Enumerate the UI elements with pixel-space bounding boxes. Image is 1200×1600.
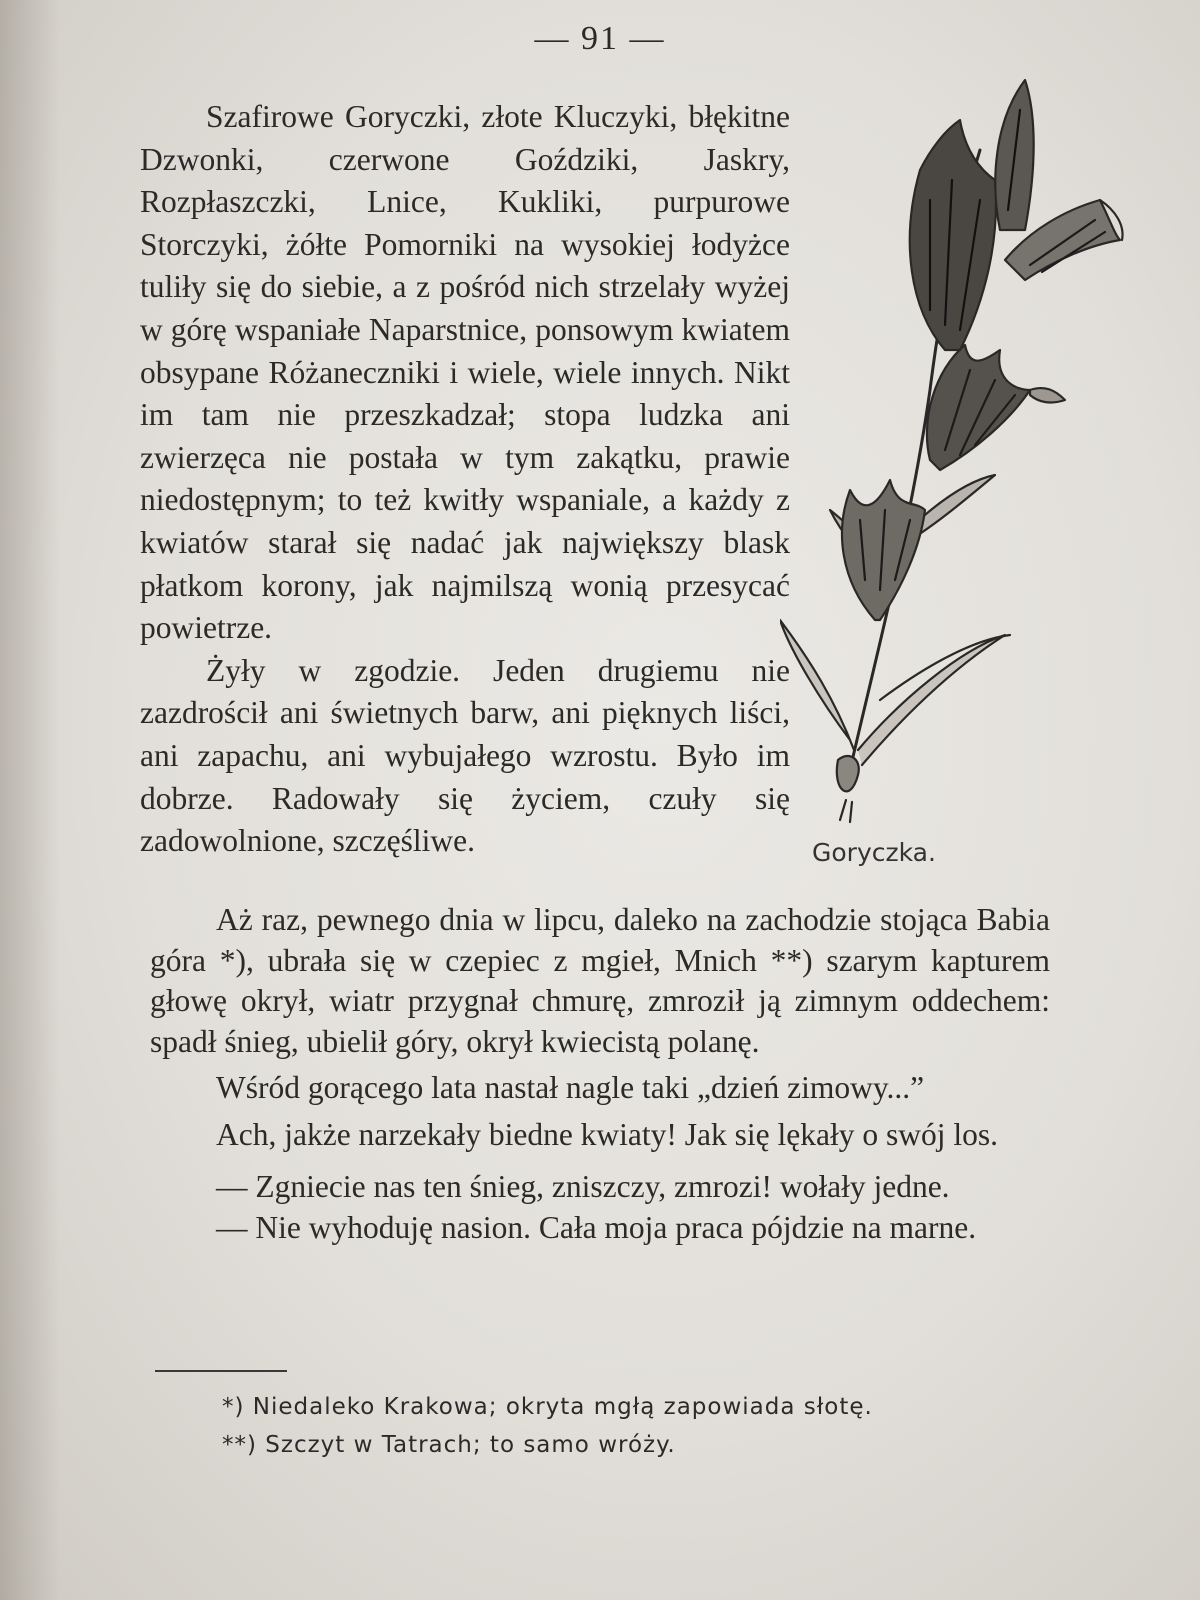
text-column bbox=[140, 96, 790, 863]
page-number: — 91 — bbox=[534, 20, 666, 57]
dialogue-line: — Nie wyhoduję nasion. Cała moja praca pójdzie na marne. bbox=[216, 1209, 977, 1245]
footnotes bbox=[222, 1388, 1022, 1464]
dialogue-line: — Zgniecie nas ten śnieg, zniszczy, zmrozi! wołały jedne. bbox=[216, 1169, 950, 1204]
page-gutter-shadow bbox=[0, 0, 60, 1600]
paragraph: Szafirowe Goryczki, złote Kluczyki, błękitne Dzwonki, czerwone Goździki, Jaskry, Rozpłaszczki, Lnice, Kukliki, purpurowe Storczyki, żółte Pomorniki na wysokiej łodyżce tuliły się do siebie, a z pośród nich strzelały wyżej w górę wspaniałe Naparstnice, ponsowym kwiatem obsypane Różaneczniki i wiele, wiele innych. Nikt im tam nie przeszkadzał; stopa ludzka ani zwierzęca nie postała w tym zakątku, prawie niedostępnym; to też kwitły wspaniale, a każdy z kwiatów starał się nadać jak największy blask płatkom korony, jak najmilszą wonią przesycać powietrze. bbox=[140, 99, 790, 646]
text-body bbox=[150, 900, 1050, 1248]
paragraph: Wśród gorącego lata nastał nagle taki „dzień zimowy...” bbox=[216, 1070, 925, 1105]
illustration-caption: Goryczka. bbox=[812, 838, 936, 867]
paragraph: Ach, jakże narzekały biedne kwiaty! Jak się lękały o swój los. bbox=[216, 1116, 998, 1152]
footnote: *) Niedaleko Krakowa; okryta mgłą zapowiada słotę. bbox=[222, 1394, 873, 1420]
paragraph: Aż raz, pewnego dnia w lipcu, daleko na zachodzie stojąca Babia góra *), ubrała się w czepiec z mgieł, Mnich **) szarym kapturem głowę okrył, wiatr przygnał chmurę, zmroził ją zimnym oddechem: spadł śnieg, ubielił góry, okrył kwiecistą polanę. bbox=[150, 902, 1050, 1059]
footnote: **) Szczyt w Tatrach; to samo wróży. bbox=[222, 1432, 676, 1458]
paragraph: Żyły w zgodzie. Jeden drugiemu nie zazdrościł ani świetnych barw, ani pięknych liści, ani zapachu, ani wybujałego wzrostu. Było im dobrze. Radowały się życiem, czuły się zadowolnione, szczęśliwe. bbox=[140, 652, 790, 859]
footnote-divider bbox=[155, 1370, 287, 1372]
gentian-illustration bbox=[780, 60, 1160, 830]
